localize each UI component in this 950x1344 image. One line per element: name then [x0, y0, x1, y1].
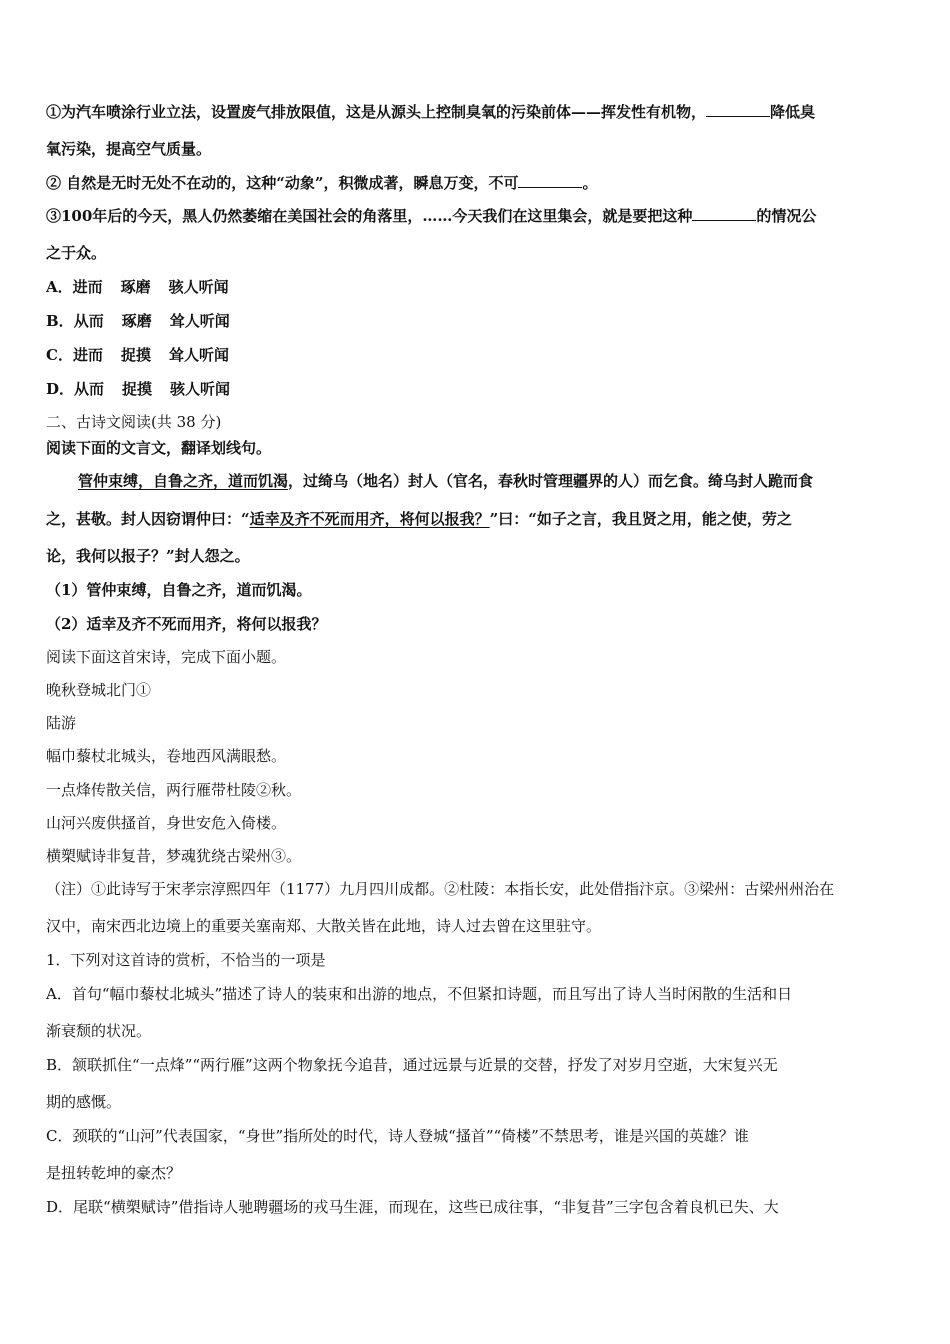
option-a-word-2: 琢磨 [120, 278, 151, 296]
sentence-2-text-a: ② 自然是无时无处不在动的，这种“动象”，积微成著，瞬息万变，不可 [46, 174, 519, 192]
question-1-option-c-line-1: C．颈联的“山河”代表国家，“身世”指所处的时代，诗人登城“搔首”“倚楼”不禁思考，谁是兴国的英雄？谁 [46, 1127, 749, 1145]
poem-author: 陆游 [46, 714, 77, 732]
poem-instruction: 阅读下面这首宋诗，完成下面小题。 [46, 648, 287, 666]
sentence-3-line-1 [46, 206, 908, 226]
option-c-label: C． [46, 346, 73, 364]
section-2-instruction: 阅读下面的文言文，翻译划线句。 [46, 439, 272, 457]
blank-3 [692, 206, 756, 221]
sentence-2-text-b: 。 [582, 174, 598, 192]
blank-2 [518, 173, 582, 188]
passage-line-3: 论，我何以报子？”封人怨之。 [46, 547, 250, 565]
sentence-3-text-a: ③100年后的今天，黑人仍然萎缩在美国社会的角落里，……今天我们在这里集会，就是要把这种 [46, 207, 693, 225]
option-b-label: B． [46, 312, 74, 330]
sentence-1-text-a: ①为汽车喷涂行业立法，设置废气排放限值，这是从源头上控制臭氧的污染前体——挥发性有机物， [46, 103, 707, 121]
passage-line-1 [78, 471, 908, 491]
option-d-word-2: 捉摸 [122, 380, 153, 398]
option-a-label: A． [46, 278, 73, 296]
poem-line-1: 幅巾藜杖北城头，卷地西风满眼愁。 [46, 747, 287, 765]
option-b-word-2: 琢磨 [121, 312, 152, 330]
question-1-option-c-line-2: 是扭转乾坤的豪杰？ [46, 1164, 182, 1182]
option-d-label: D． [46, 380, 75, 398]
option-b-word-3: 耸人听闻 [169, 312, 230, 330]
option-a-word-3: 骇人听闻 [168, 278, 229, 296]
option-c-word-2: 捉摸 [120, 346, 151, 364]
translate-item-2: （2）适幸及齐不死而用齐，将何以报我？ [46, 615, 327, 633]
option-d [46, 379, 908, 399]
poem-title: 晚秋登城北门① [46, 681, 152, 699]
passage-text-2a: 之，甚敬。封人因窃谓仲曰：“ [46, 510, 250, 528]
sentence-1-text-b: 降低臭 [770, 103, 816, 121]
sentence-3-text-b: 的情况公 [756, 207, 817, 225]
underlined-sentence-2: 适幸及齐不死而用齐，将何以报我？ [249, 510, 490, 528]
passage-text-2b: ”曰：“如子之言，我且贤之用，能之使，劳之 [489, 510, 792, 528]
option-b-word-1: 从而 [73, 312, 104, 330]
blank-1 [706, 102, 770, 117]
option-a-word-1: 进而 [72, 278, 103, 296]
passage-text-1: ，过绮乌（地名）封人（官名，春秋时管理疆界的人）而乞食。绮乌封人跪而食 [288, 472, 814, 490]
option-c-word-1: 进而 [72, 346, 103, 364]
section-2-heading: 二、古诗文阅读(共 38 分) [46, 413, 222, 431]
poem-note-line-1: （注）①此诗写于宋孝宗淳熙四年（1177）九月四川成都。②杜陵：本指长安，此处借指汴京。③梁州：古梁州州治在 [46, 880, 835, 898]
question-1-option-a-line-1: A．首句“幅巾藜杖北城头”描述了诗人的装束和出游的地点，不但紧扣诗题，而且写出了诗人当时闲散的生活和日 [46, 985, 793, 1003]
option-a [46, 277, 908, 297]
passage-line-2 [46, 509, 908, 529]
question-1-option-b-line-1: B．颔联抓住“一点烽”“两行雁”这两个物象抚今追昔，通过远景与近景的交替，抒发了对岁月空逝，大宋复兴无 [46, 1056, 778, 1074]
poem-line-3: 山河兴废供搔首，身世安危入倚楼。 [46, 814, 287, 832]
sentence-1-line-1 [46, 102, 908, 122]
poem-note-line-2: 汉中，南宋西北边境上的重要关塞南郑、大散关皆在此地，诗人过去曾在这里驻守。 [46, 917, 602, 935]
underlined-sentence-1: 管仲束缚，自鲁之齐，道而饥渴 [78, 472, 289, 490]
question-1-stem: 1．下列对这首诗的赏析，不恰当的一项是 [46, 951, 326, 969]
question-1-option-a-line-2: 渐衰颓的状况。 [46, 1022, 152, 1040]
option-c [46, 345, 908, 365]
option-c-word-3: 耸人听闻 [168, 346, 229, 364]
sentence-1-line-2: 氧污染，提高空气质量。 [46, 140, 212, 158]
poem-line-4: 横槊赋诗非复昔，梦魂犹绕古梁州③。 [46, 847, 302, 865]
option-d-word-1: 从而 [74, 380, 105, 398]
option-d-word-3: 骇人听闻 [170, 380, 231, 398]
translate-item-1: （1）管仲束缚，自鲁之齐，道而饥渴。 [46, 581, 312, 599]
sentence-2-line [46, 173, 908, 193]
poem-line-2: 一点烽传散关信，两行雁带杜陵②秋。 [46, 781, 302, 799]
sentence-3-line-2: 之于众。 [46, 244, 107, 262]
question-1-option-b-line-2: 期的感慨。 [46, 1093, 122, 1111]
option-b [46, 311, 908, 331]
question-1-option-d-line-1: D．尾联“横槊赋诗”借指诗人驰聘疆场的戎马生涯，而现在，这些已成往事，“非复昔”三字包含着良机已失、大 [46, 1198, 779, 1216]
